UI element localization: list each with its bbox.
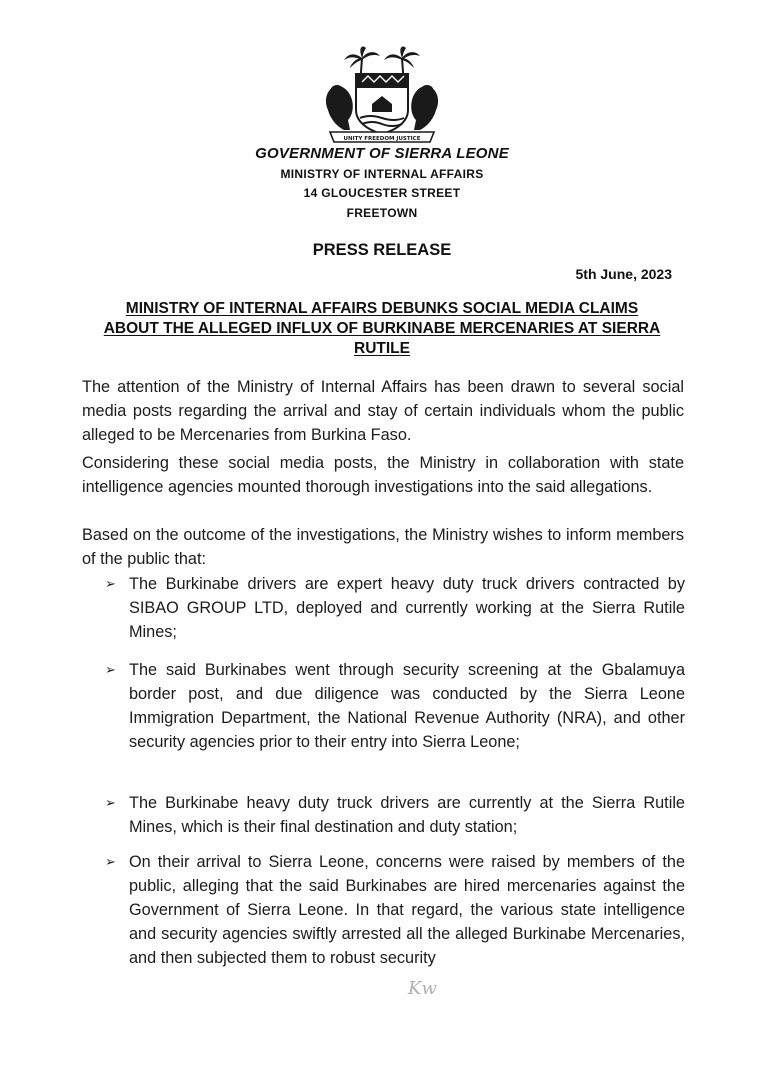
findings-intro-paragraph: Based on the outcome of the investigations, the Ministry wishes to inform members of the public that: bbox=[82, 526, 684, 568]
finding-bullet bbox=[105, 850, 685, 970]
release-date: 5th June, 2023 bbox=[575, 266, 672, 282]
faint-page-mark: Kw bbox=[408, 978, 437, 999]
finding-bullet-text: The Burkinabe drivers are expert heavy duty truck drivers contracted by SIBAO GROUP LTD, deployed and currently working at the Sierra Rutile Mines; bbox=[129, 575, 685, 641]
document-type-title: PRESS RELEASE bbox=[312, 241, 452, 259]
government-title: GOVERNMENT OF SIERRA LEONE bbox=[255, 145, 509, 162]
finding-bullet-text: The said Burkinabes went through security screening at the Gbalamuya border post, and due diligence was conducted by the Sierra Leone Immigration Department, the National Revenue Authority (NRA), and other security agencies prior to their entry into Sierra Leone; bbox=[129, 661, 685, 751]
release-headline: MINISTRY OF INTERNAL AFFAIRS DEBUNKS SOCIAL MEDIA CLAIMS ABOUT THE ALLEGED INFLUX OF BURKINABE MERCENARIES AT SIERRA RUTILE bbox=[103, 300, 661, 357]
ministry-name: MINISTRY OF INTERNAL AFFAIRS bbox=[280, 167, 484, 181]
arrow-bullet-icon: ➢ bbox=[105, 854, 116, 869]
investigation-paragraph: Considering these social media posts, the Ministry in collaboration with state intelligence agencies mounted thorough investigations into the said allegations. bbox=[82, 454, 684, 496]
arrow-bullet-icon: ➢ bbox=[105, 795, 116, 810]
finding-bullet-text: The Burkinabe heavy duty truck drivers are currently at the Sierra Rutile Mines, which is their final destination and duty station; bbox=[129, 794, 685, 836]
crest-motto: UNITY FREEDOM JUSTICE bbox=[343, 136, 421, 142]
finding-bullet bbox=[105, 791, 685, 839]
arrow-bullet-icon: ➢ bbox=[105, 662, 116, 677]
finding-bullet bbox=[105, 658, 685, 754]
finding-bullet-text: On their arrival to Sierra Leone, concerns were raised by members of the public, alleging that the said Burkinabes are hired mercenaries against the Government of Sierra Leone. In that regard, the various state intelligence and security agencies swiftly arrested all the alleged Burkinabe Mercenaries, and then subjected them to robust security bbox=[129, 853, 685, 967]
street-address: 14 GLOUCESTER STREET bbox=[303, 186, 461, 200]
coat-of-arms-emblem bbox=[318, 46, 446, 144]
intro-paragraph: The attention of the Ministry of Internal Affairs has been drawn to several social media posts regarding the arrival and stay of certain individuals whom the public alleged to be Mercenaries from Burkina Faso. bbox=[82, 378, 684, 444]
finding-bullet bbox=[105, 572, 685, 644]
city-name: FREETOWN bbox=[346, 206, 418, 220]
arrow-bullet-icon: ➢ bbox=[105, 576, 116, 591]
